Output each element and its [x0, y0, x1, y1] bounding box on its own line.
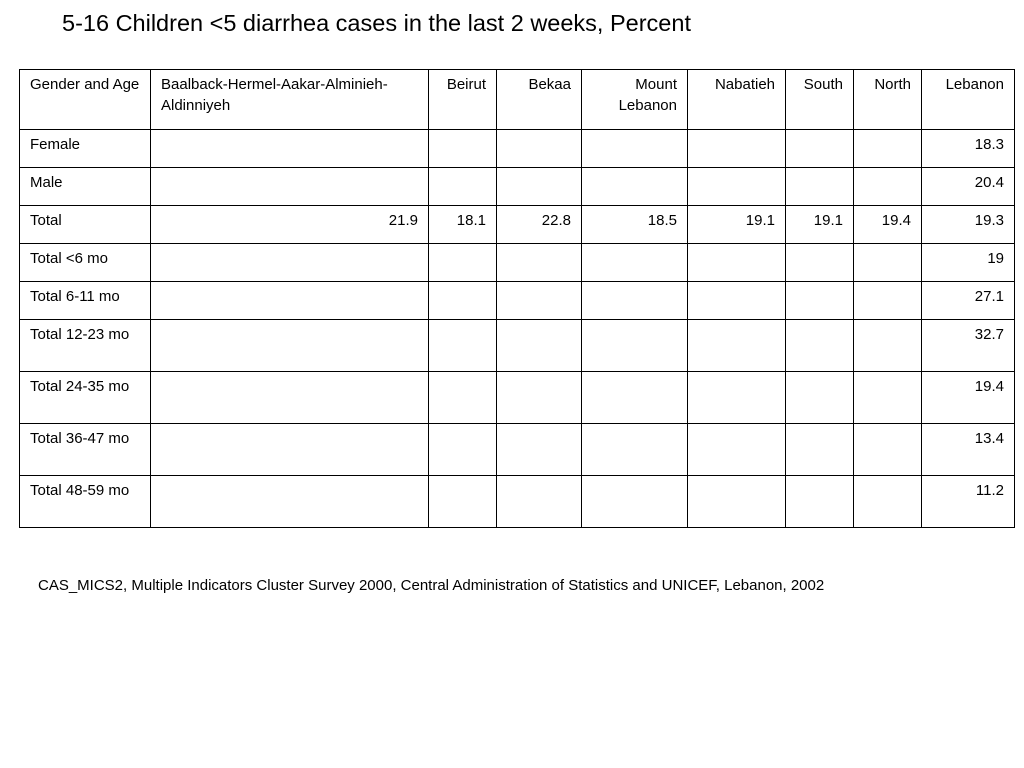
table-cell: 18.1	[429, 206, 497, 244]
table-cell	[688, 320, 786, 372]
table-cell	[688, 168, 786, 206]
table-cell	[854, 244, 922, 282]
column-header-mount-lebanon: Mount Lebanon	[582, 70, 688, 130]
table-cell	[151, 168, 429, 206]
table-cell: 19.4	[854, 206, 922, 244]
table-cell	[854, 282, 922, 320]
table-cell: 27.1	[922, 282, 1015, 320]
table-cell	[151, 372, 429, 424]
table-cell: 22.8	[497, 206, 582, 244]
table-row	[20, 206, 1015, 244]
table-cell	[582, 424, 688, 476]
table-cell: 18.5	[582, 206, 688, 244]
column-header-bekaa: Bekaa	[497, 70, 582, 130]
data-table	[19, 69, 1015, 528]
table-cell	[497, 476, 582, 528]
table-cell	[429, 320, 497, 372]
column-header-north: North	[854, 70, 922, 130]
table-cell	[151, 244, 429, 282]
table-cell: 21.9	[151, 206, 429, 244]
table-cell	[497, 424, 582, 476]
table-cell	[151, 320, 429, 372]
table-cell	[854, 320, 922, 372]
table-cell	[151, 282, 429, 320]
table-cell: 19	[922, 244, 1015, 282]
table-cell	[497, 244, 582, 282]
row-label: Male	[20, 168, 151, 206]
table-cell	[582, 282, 688, 320]
table-cell	[854, 372, 922, 424]
table-cell: 19.3	[922, 206, 1015, 244]
table-cell	[582, 320, 688, 372]
table-cell: 19.1	[688, 206, 786, 244]
table-cell: 13.4	[922, 424, 1015, 476]
row-label: Total 48-59 mo	[20, 476, 151, 528]
table-cell	[429, 372, 497, 424]
table-header-row	[20, 70, 1015, 130]
row-label: Total 12-23 mo	[20, 320, 151, 372]
table-cell	[497, 130, 582, 168]
row-label: Total 6-11 mo	[20, 282, 151, 320]
table-cell	[786, 424, 854, 476]
table-cell	[688, 130, 786, 168]
table-cell	[688, 244, 786, 282]
table-cell	[688, 476, 786, 528]
table-row	[20, 372, 1015, 424]
table-row	[20, 424, 1015, 476]
table-cell	[582, 476, 688, 528]
table-cell: 32.7	[922, 320, 1015, 372]
table-cell	[688, 424, 786, 476]
table-cell	[429, 168, 497, 206]
table-cell	[151, 130, 429, 168]
table-cell	[688, 372, 786, 424]
table-cell	[429, 476, 497, 528]
table-cell	[497, 372, 582, 424]
table-cell	[582, 168, 688, 206]
table-row	[20, 168, 1015, 206]
table-cell	[497, 282, 582, 320]
source-citation: CAS_MICS2, Multiple Indicators Cluster Survey 2000, Central Administration of Statistics and UNICEF, Lebanon, 2002	[38, 577, 825, 594]
table-cell	[854, 476, 922, 528]
column-header-nabatieh: Nabatieh	[688, 70, 786, 130]
table-cell	[786, 372, 854, 424]
table-cell	[497, 320, 582, 372]
table-row	[20, 476, 1015, 528]
column-header-lebanon: Lebanon	[922, 70, 1015, 130]
row-label: Total 24-35 mo	[20, 372, 151, 424]
column-header-beirut: Beirut	[429, 70, 497, 130]
table-cell	[854, 130, 922, 168]
table-cell	[151, 424, 429, 476]
row-label: Total <6 mo	[20, 244, 151, 282]
table-cell: 18.3	[922, 130, 1015, 168]
page-title: 5-16 Children <5 diarrhea cases in the last 2 weeks, Percent	[62, 10, 691, 36]
table-cell	[582, 372, 688, 424]
table-cell: 19.1	[786, 206, 854, 244]
row-label: Female	[20, 130, 151, 168]
table-cell	[786, 282, 854, 320]
column-header-south: South	[786, 70, 854, 130]
table-row	[20, 130, 1015, 168]
table-cell	[786, 168, 854, 206]
table-cell	[582, 130, 688, 168]
table-cell	[786, 476, 854, 528]
table-cell: 11.2	[922, 476, 1015, 528]
table-cell	[786, 320, 854, 372]
table-cell	[151, 476, 429, 528]
table-row	[20, 244, 1015, 282]
column-header-gender-age: Gender and Age	[20, 70, 151, 130]
table-row	[20, 282, 1015, 320]
table-cell	[429, 282, 497, 320]
table-cell	[786, 130, 854, 168]
table-cell	[854, 424, 922, 476]
row-label: Total	[20, 206, 151, 244]
table-cell	[688, 282, 786, 320]
column-header-baalback: Baalback-Hermel-Aakar-Alminieh-Aldinniyeh	[151, 70, 429, 130]
table-cell: 19.4	[922, 372, 1015, 424]
table-cell: 20.4	[922, 168, 1015, 206]
table-cell	[429, 130, 497, 168]
table-cell	[582, 244, 688, 282]
table-row	[20, 320, 1015, 372]
table-cell	[429, 424, 497, 476]
table-cell	[429, 244, 497, 282]
row-label: Total 36-47 mo	[20, 424, 151, 476]
table-cell	[786, 244, 854, 282]
table-cell	[854, 168, 922, 206]
table-cell	[497, 168, 582, 206]
